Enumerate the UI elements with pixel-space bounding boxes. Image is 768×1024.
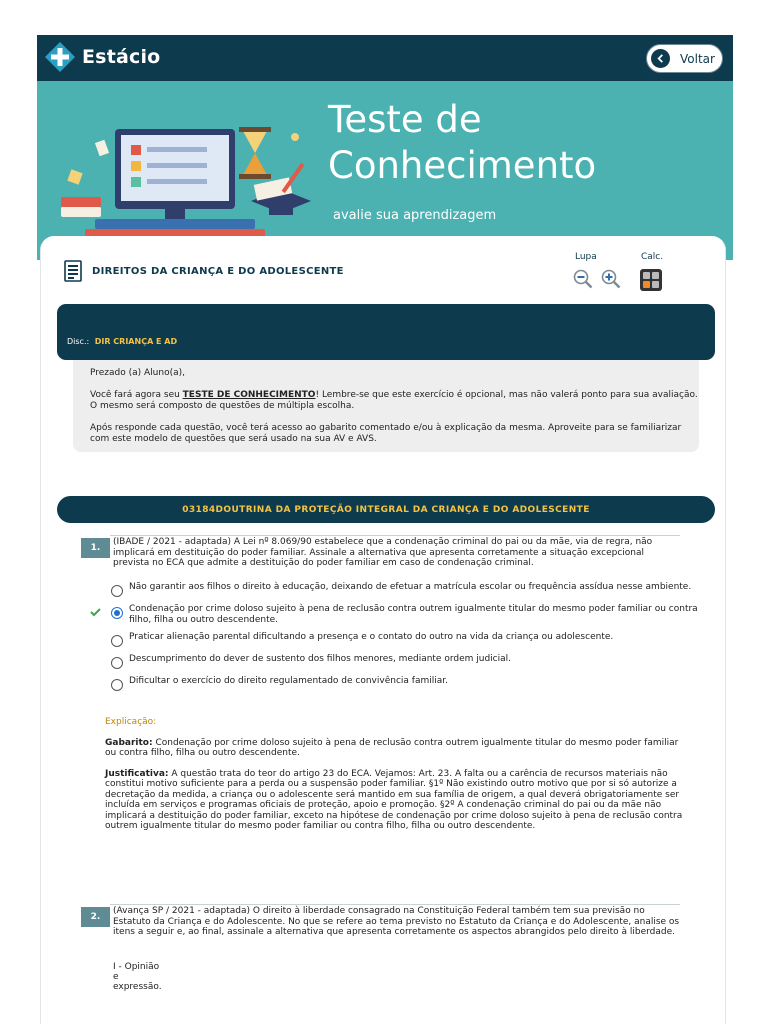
back-button-label: Voltar [680, 51, 715, 66]
justificativa [105, 769, 685, 832]
justificativa-label: Justificativa: [105, 768, 169, 779]
document-list-icon [63, 260, 85, 282]
gabarito-text: Condenação por crime doloso sujeito à pena de reclusão contra outrem igualmente titular do mesmo poder familiar ou contra filho, filha ou outro descendente. [105, 737, 679, 758]
question-options [111, 582, 701, 698]
brand-name: Estácio [82, 46, 161, 68]
question-number: 2. [81, 907, 110, 927]
option-label: Condenação por crime doloso sujeito à pena de reclusão contra outrem igualmente titular do mesmo poder familiar ou contra filho, filha ou outro descendente. [129, 604, 698, 625]
lupa-label: Lupa [575, 252, 597, 262]
option-radio[interactable] [111, 679, 123, 691]
brand-logo[interactable] [44, 41, 160, 73]
course-title: DIREITOS DA CRIANÇA E DO ADOLESCENTE [92, 265, 344, 277]
hero-title-line1: Teste de [328, 98, 482, 141]
calculator-icon[interactable] [639, 268, 663, 292]
question-text: (Avança SP / 2021 - adaptada) O direito à liberdade consagrado na Constituição Federal também tem sua previsão no Estatuto da Criança e do Adolescente. No que se refere ao tema previsto no Estatuto da Criança e do Adolescente, analise os itens a seguir e, ao final, assinale a alternativa que apresenta corretamente os aspectos abrangidos pelo direito à liberdade. [113, 906, 680, 937]
chevron-left-icon [651, 49, 670, 68]
option-radio[interactable] [111, 657, 123, 669]
option-label: Não garantir aos filhos o direito à educação, deixando de efetuar a matrícula escolar ou frequência assídua nesse ambiente. [129, 582, 692, 592]
option-e[interactable] [111, 676, 701, 691]
option-b[interactable] [111, 604, 701, 625]
zoom-in-icon[interactable] [601, 269, 621, 289]
correct-check-icon [90, 608, 101, 616]
explanation-heading: Explicação: [105, 717, 157, 727]
estacio-logo-icon [44, 41, 76, 73]
content-card [40, 236, 726, 1024]
intro-paragraph-1 [90, 390, 699, 412]
option-label: Praticar alienação parental dificultando a presença e o contato do outro na vida da criança ou adolescente. [129, 632, 614, 642]
intro-paragraph-2: Após responde cada questão, você terá acesso ao gabarito comentado e/ou à explicação da mesma. Aproveite para se familiarizar com este modelo de questões que será usado na sua AV e AVS. [90, 423, 682, 444]
question-item-1: I - Opinião e expressão. [113, 962, 162, 992]
intro-greeting: Prezado (a) Aluno(a), [90, 368, 185, 378]
hero-title-line2: Conhecimento [328, 144, 597, 187]
option-a[interactable] [111, 582, 701, 597]
discipline-info [67, 337, 177, 346]
section-header [57, 496, 715, 523]
hero-banner [37, 81, 733, 260]
hero-title [328, 97, 596, 189]
option-label: Descumprimento do dever de sustento dos filhos menores, mediante ordem judicial. [129, 654, 512, 664]
question-divider [110, 904, 680, 905]
question-number: 1. [81, 538, 110, 558]
option-c[interactable] [111, 632, 701, 647]
question-divider [110, 535, 680, 536]
top-bar [37, 35, 733, 81]
gabarito-label: Gabarito: [105, 737, 153, 748]
course-header [63, 260, 344, 282]
zoom-out-icon[interactable] [573, 269, 593, 289]
option-radio[interactable] [111, 635, 123, 647]
question-text: (IBADE / 2021 - adaptada) A Lei nº 8.069/90 estabelece que a condenação criminal do pai ou da mãe, via de regra, não implicará em destituição do poder familiar. Assinale a alternativa que apresenta corretamente a situação excepcional prevista no ECA que admite a destituição do poder familiar em caso de condenação criminal. [113, 537, 653, 568]
back-button[interactable] [646, 44, 723, 73]
discipline-value: DIR CRIANÇA E AD [94, 337, 178, 346]
explanation [105, 717, 685, 842]
intro-p1-after: ! Lembre-se que este exercício é opcional, mas não valerá ponto para sua avaliação. O mesmo será composto de questões de múltipla escolha. [90, 390, 698, 411]
justificativa-text: A questão trata do teor do artigo 23 do ECA. Vejamos: Art. 23. A falta ou a carência de recursos materiais não constitui motivo suficiente para a perda ou a suspensão poder familiar. §1º Não existindo outro motivo que por si só autorize a decretação da medida, a criança ou o adolescente será mantido em sua família de origem, a qual deverá obrigatoriamente ser incluída em serviços e programas oficiais de proteção, apoio e promoção. §2º A condenação criminal do pai ou da mãe não implicará a destituição do poder familiar, exceto na hipótese de condenação por crime doloso sujeito à pena de reclusão contra outrem igualmente titular do mesmo poder familiar ou contra filho, filha ou outro descendente. [105, 768, 683, 831]
calc-label: Calc. [641, 252, 664, 262]
section-title: 03184DOUTRINA DA PROTEÇÃO INTEGRAL DA CRIANÇA E DO ADOLESCENTE [182, 504, 590, 515]
intro-p1-strong: TESTE DE CONHECIMENTO [182, 390, 316, 400]
gabarito [105, 738, 685, 759]
intro-p1-before: Você fará agora seu [90, 390, 183, 400]
hero-subtitle: avalie sua aprendizagem [333, 208, 497, 223]
option-radio[interactable] [111, 585, 123, 597]
option-radio-selected[interactable] [111, 607, 123, 619]
intro-box [73, 360, 699, 452]
option-label: Dificultar o exercício do direito regulamentado de convivência familiar. [129, 676, 448, 686]
discipline-label: Disc.: [67, 337, 90, 346]
discipline-bar [57, 304, 715, 360]
option-d[interactable] [111, 654, 701, 669]
